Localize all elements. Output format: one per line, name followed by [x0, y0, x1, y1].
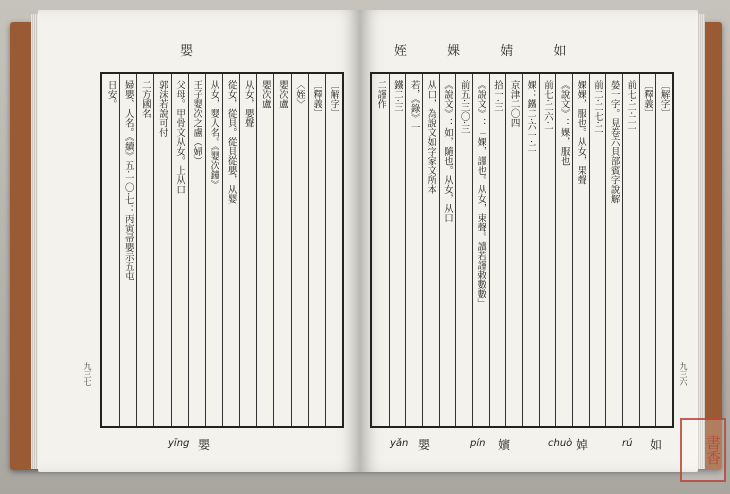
- column-rule: [222, 74, 223, 426]
- column-rule: [555, 74, 556, 426]
- left-page: [38, 10, 360, 472]
- text-column: 〈姪〉: [294, 80, 306, 109]
- column-rule: [256, 74, 257, 426]
- column-rule: [136, 74, 137, 426]
- left-text-frame: [100, 72, 344, 428]
- text-column: 日安。: [105, 80, 117, 109]
- column-rule: [171, 74, 172, 426]
- page-edges-right: [697, 14, 705, 469]
- text-column: 拾一·三: [492, 80, 503, 112]
- text-column: 婐婐，服也。从女，果聲: [575, 80, 587, 185]
- text-column: 嫈一字。見卷六貝部賓字說解: [608, 80, 620, 204]
- left-page-header: 嬰: [180, 44, 212, 59]
- column-rule: [655, 74, 656, 426]
- text-column: 父母。甲骨文从女。上从口: [174, 80, 186, 194]
- text-column: 从女，嬰聲: [242, 80, 254, 128]
- right-page-header: 姪 婐 婧 如: [394, 44, 585, 59]
- text-column: 若，《錄》一: [408, 80, 420, 133]
- text-column: 《說文》：「婐，謹也。从女，束聲。讀若謹敕數數」: [475, 80, 487, 308]
- footer-character: 嬪: [498, 438, 511, 452]
- column-rule: [589, 74, 590, 426]
- left-footer-pinyin: yīng: [168, 438, 190, 449]
- text-column: 郭沫若說可付: [157, 80, 168, 137]
- column-rule: [422, 74, 423, 426]
- column-rule: [205, 74, 206, 426]
- left-footer-char: 嬰: [198, 438, 211, 452]
- column-rule: [539, 74, 540, 426]
- text-column: 二方國名: [139, 80, 151, 118]
- text-column: 京津二〇四: [508, 80, 520, 128]
- right-text-frame: [370, 72, 674, 428]
- column-rule: [472, 74, 473, 426]
- column-rule: [439, 74, 440, 426]
- column-rule: [389, 74, 390, 426]
- text-column: 〔釋義〕: [311, 80, 323, 118]
- right-page: [360, 10, 698, 472]
- column-rule: [239, 74, 240, 426]
- text-column: 嬰次盧: [277, 80, 288, 109]
- text-column: 《說文》：如，隨也。从女，从口: [442, 80, 453, 223]
- text-column: 婐：鐵二·六一·二: [525, 80, 537, 153]
- column-rule: [489, 74, 490, 426]
- footer-pinyin: pín: [470, 438, 486, 449]
- column-rule: [622, 74, 623, 426]
- text-column: 前七·二·二一: [625, 80, 637, 134]
- text-column: 从口，為說文如字家文所本: [425, 80, 437, 194]
- footer-character: 嬰: [418, 438, 431, 452]
- column-rule: [639, 74, 640, 426]
- right-page-number: 九三六: [679, 362, 688, 386]
- left-page-number: 九三七: [83, 362, 92, 386]
- text-column: 前七·二六·一: [542, 80, 553, 134]
- column-rule: [291, 74, 292, 426]
- text-column: 〔解字〕: [658, 80, 670, 118]
- column-rule: [188, 74, 189, 426]
- column-rule: [405, 74, 406, 426]
- column-rule: [505, 74, 506, 426]
- column-rule: [119, 74, 120, 426]
- red-seal-stamp: 書香: [680, 418, 726, 482]
- text-column: 婦嬰、人名。《續》五·一〇·七：丙寅帚嬰示五屯: [122, 80, 134, 281]
- column-rule: [605, 74, 606, 426]
- column-rule: [308, 74, 309, 426]
- footer-pinyin: rú: [622, 438, 633, 449]
- footer-pinyin: chuò: [548, 438, 573, 449]
- text-column: 二謹作: [375, 80, 387, 109]
- text-column: 《說文》：婐，服也: [558, 80, 570, 166]
- text-column: 〔釋義〕: [642, 80, 653, 118]
- text-column: 鐵二·三: [392, 80, 403, 112]
- text-column: 王子婴次之盧（婦）: [191, 80, 203, 166]
- text-column: 前五·三〇·三: [458, 80, 470, 134]
- footer-character: 婥: [576, 438, 589, 452]
- footer-character: 如: [650, 438, 663, 452]
- column-rule: [273, 74, 274, 426]
- text-column: 〔解字〕: [328, 80, 340, 118]
- text-column: 前二·二七·二: [592, 80, 603, 134]
- column-rule: [522, 74, 523, 426]
- column-rule: [153, 74, 154, 426]
- column-rule: [455, 74, 456, 426]
- footer-pinyin: yǎn: [390, 438, 409, 449]
- text-column: 從女，從貝。從貝從嬰，从婴: [225, 80, 237, 204]
- column-rule: [572, 74, 573, 426]
- text-column: 从女，婴人名。《婴次鐘》: [208, 80, 220, 190]
- text-column: 嬰次盧: [259, 80, 271, 109]
- column-rule: [325, 74, 326, 426]
